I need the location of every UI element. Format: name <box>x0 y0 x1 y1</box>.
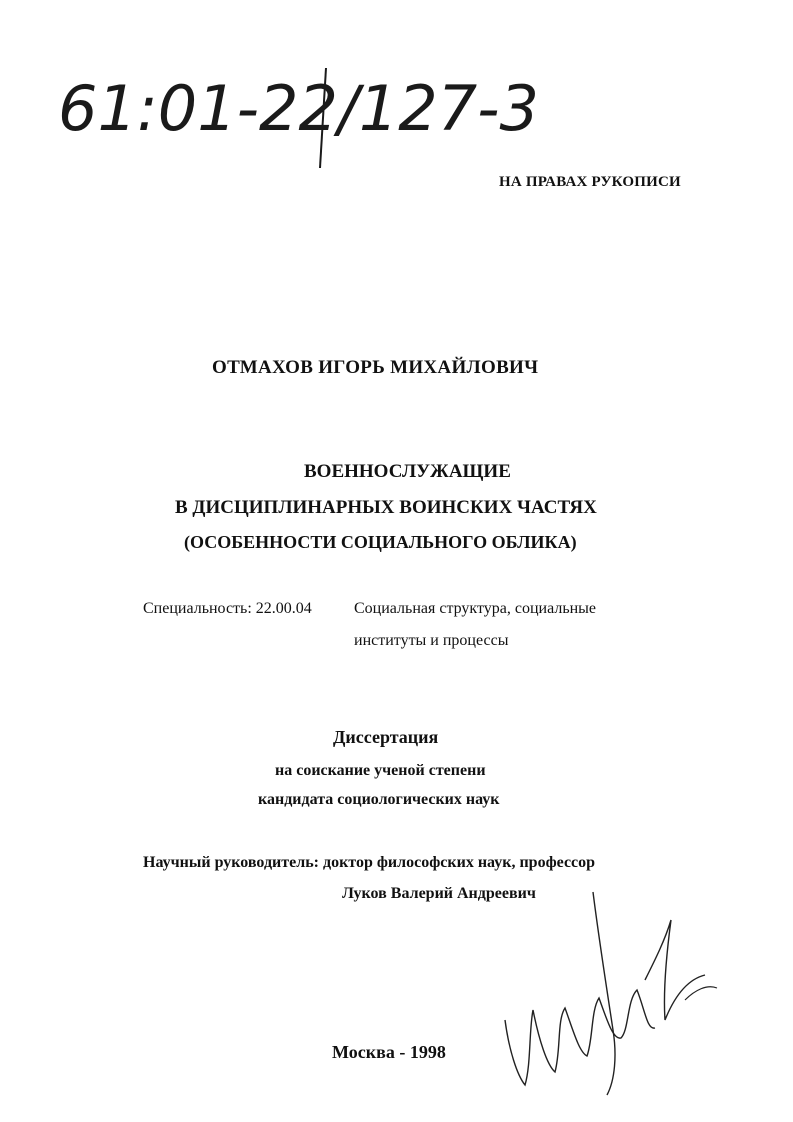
advisor-label: Научный руководитель: доктор философских наук, профессор <box>143 854 596 871</box>
city-year: Москва - 1998 <box>332 1042 446 1062</box>
signature-drawing <box>495 880 725 1100</box>
title-subtitle: (ОСОБЕННОСТИ СОЦИАЛЬНОГО ОБЛИКА) <box>184 532 577 552</box>
degree-line-1: на соискание ученой степени <box>275 762 486 779</box>
signature <box>495 880 725 1100</box>
degree-line-2: кандидата социологических наук <box>258 791 500 808</box>
handwritten-archive-number <box>58 60 618 170</box>
advisor-name: Луков Валерий Андреевич <box>342 885 536 902</box>
title-line-1: ВОЕННОСЛУЖАЩИЕ <box>304 461 511 482</box>
archive-number-text: 61:01-22/127-3 <box>58 72 539 145</box>
author-name: ОТМАХОВ ИГОРЬ МИХАЙЛОВИЧ <box>212 357 539 378</box>
work-type: Диссертация <box>333 727 439 747</box>
rights-note: НА ПРАВАХ РУКОПИСИ <box>499 174 681 190</box>
specialty-name-line-2: институты и процессы <box>354 632 509 649</box>
title-line-2: В ДИСЦИПЛИНАРНЫХ ВОИНСКИХ ЧАСТЯХ <box>175 497 597 518</box>
handwritten-number-svg <box>58 60 618 170</box>
specialty-label: Специальность: 22.00.04 <box>143 600 312 617</box>
specialty-name-line-1: Социальная структура, социальные <box>354 600 597 617</box>
